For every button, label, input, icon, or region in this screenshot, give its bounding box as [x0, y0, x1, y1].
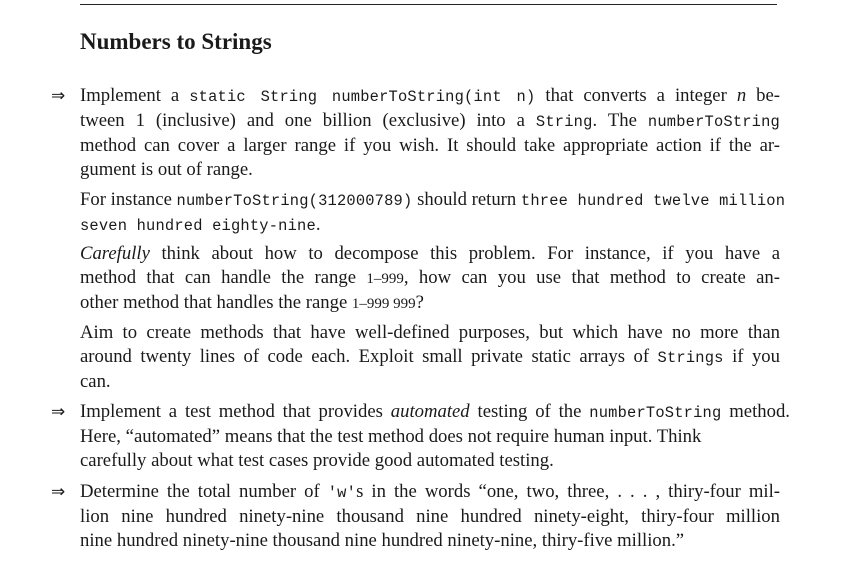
bullet-arrow-icon: ⇒	[51, 482, 66, 502]
item1-paragraph2: For instance numberToString(312000789) should return three hundred twelve million seven hundred eighty-nine.	[80, 189, 786, 235]
bullet-arrow-icon: ⇒	[51, 86, 66, 106]
item1-paragraph4: Aim to create methods that have well-defined purposes, but which have no more than around twenty lines of code each. Exploit small private static arrays of Strings if you can.	[80, 322, 780, 392]
item3-paragraph: Determine the total number of 'w's in the words “one, two, three, . . . , thiry-four mil- lion nine hundred ninety-nine thousand nine hundred ninety-eight, thiry-four million nine hundred ninety-nine thousand nine hundred ninety-nine, thiry-five million.”	[80, 481, 780, 551]
item1-paragraph1: Implement a static String numberToString(int n) that converts a integer n be- tween 1 (inclusive) and one billion (exclusive) into a String. The numberToString method can cover a larger range if you wish. It should take appropriate action if the ar- gument is out of range.	[80, 85, 780, 180]
item1-paragraph3: Carefully think about how to decompose this problem. For instance, if you have a method that can handle the range 1–999, how can you use that method to create an- other method that handles the range 1–999 999?	[80, 243, 780, 313]
section-title: Numbers to Strings	[80, 29, 272, 54]
item2-paragraph: Implement a test method that provides automated testing of the numberToString method. Here, “automated” means that the test method does not require human input. Think carefully about what test cases provide good automated testing.	[80, 401, 790, 471]
bullet-arrow-icon: ⇒	[51, 402, 66, 422]
top-rule	[80, 4, 777, 5]
